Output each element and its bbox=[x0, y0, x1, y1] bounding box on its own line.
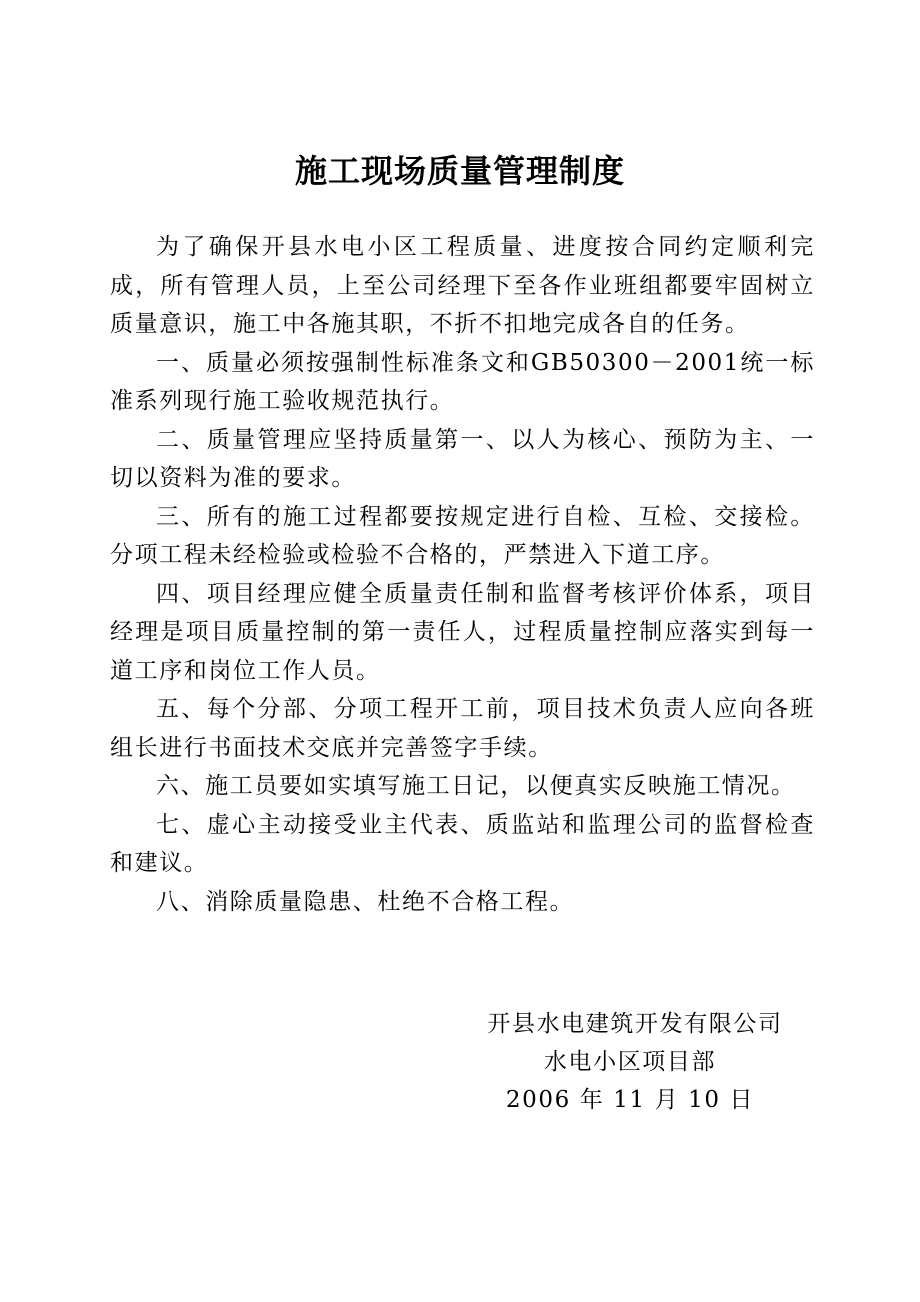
rule-3: 三、所有的施工过程都要按规定进行自检、互检、交接检。分项工程未经检验或检验不合格的，严禁进入下道工序。 bbox=[110, 503, 815, 568]
rule-5: 五、每个分部、分项工程开工前，项目技术负责人应向各班组长进行书面技术交底并完善签字手续。 bbox=[110, 696, 815, 761]
intro-paragraph: 为了确保开县水电小区工程质量、进度按合同约定顺利完成，所有管理人员，上至公司经理下至各作业班组都要牢固树立质量意识，施工中各施其职，不折不扣地完成各自的任务。 bbox=[110, 234, 815, 337]
signature-department: 水电小区项目部 bbox=[543, 1049, 717, 1075]
signature-company: 开县水电建筑开发有限公司 bbox=[487, 1011, 783, 1037]
rule-1: 一、质量必须按强制性标准条文和GB50300－2001统一标准系列现行施工验收规范执行。 bbox=[110, 349, 815, 414]
rule-4: 四、项目经理应健全质量责任制和监督考核评价体系，项目经理是项目质量控制的第一责任人，过程质量控制应落实到每一道工序和岗位工作人员。 bbox=[110, 580, 815, 684]
rule-7: 七、虚心主动接受业主代表、质监站和监理公司的监督检查和建议。 bbox=[110, 811, 815, 876]
rule-2: 二、质量管理应坚持质量第一、以人为核心、预防为主、一切以资料为准的要求。 bbox=[110, 426, 815, 491]
rule-6: 六、施工员要如实填写施工日记，以便真实反映施工情况。 bbox=[156, 773, 796, 799]
rule-8: 八、消除质量隐患、杜绝不合格工程。 bbox=[156, 888, 575, 915]
document-title: 施工现场质量管理制度 bbox=[294, 152, 625, 190]
signature-date: 2006 年 11 月 10 日 bbox=[505, 1087, 755, 1113]
signature-block bbox=[470, 1005, 790, 1119]
document-body bbox=[110, 228, 815, 921]
